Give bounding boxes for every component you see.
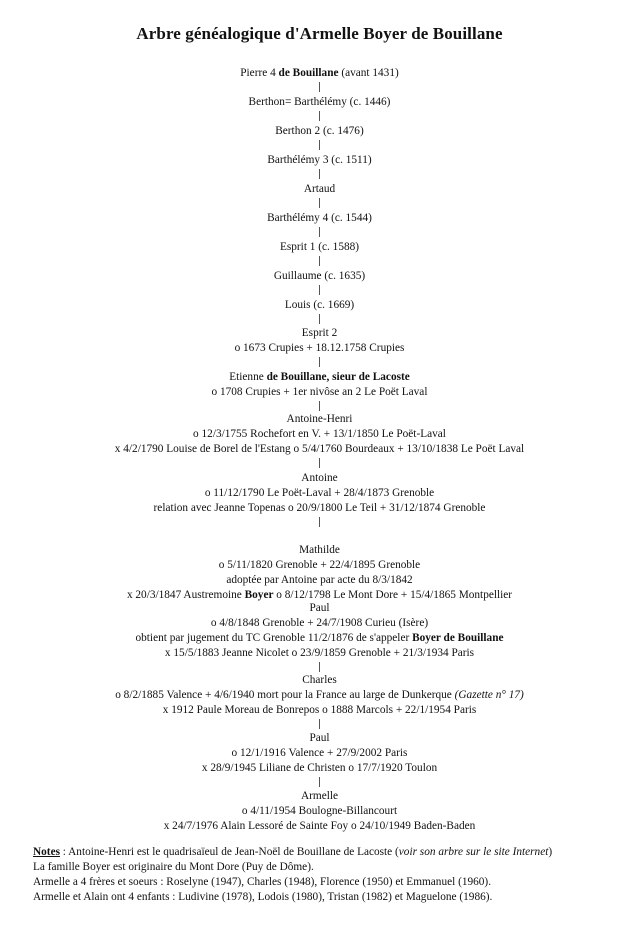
person-detail (0, 501, 639, 516)
person-name (0, 182, 639, 197)
text-run: Pierre 4 (240, 67, 279, 79)
person-detail (0, 688, 639, 703)
text-run: o 1708 Crupies + 1er nivôse an 2 Le Poët Laval (211, 386, 428, 398)
tree-connector (319, 458, 320, 468)
text-run: Antoine (301, 472, 338, 484)
person-name (0, 543, 639, 558)
generation-entry (0, 269, 639, 284)
notes-line (33, 860, 633, 875)
text-run: adoptée par Antoine par acte du 8/3/1842 (226, 574, 413, 586)
text-run: Artaud (303, 183, 336, 195)
tree-connector (319, 169, 320, 179)
text-run: o 11/12/1790 Le Poët-Laval + 28/4/1873 Grenoble (204, 487, 435, 499)
generation-entry (0, 326, 639, 356)
notes-section (33, 845, 633, 905)
person-detail (0, 558, 639, 573)
text-run: (avant 1431) (338, 67, 399, 79)
generation-entry (0, 95, 639, 110)
person-detail (0, 703, 639, 718)
person-detail (0, 341, 639, 356)
notes-label: Notes (33, 846, 60, 858)
text-run: x 28/9/1945 Liliane de Christen o 17/7/1920 Toulon (201, 762, 438, 774)
person-name (0, 153, 639, 168)
text-run: Paul (309, 602, 330, 614)
person-name (0, 298, 639, 313)
person-name (0, 66, 639, 81)
text-run: : Antoine-Henri est le quadrisaïeul de Jean-Noël de Bouillane de Lacoste ( (59, 846, 399, 858)
person-detail (0, 442, 639, 457)
person-name (0, 211, 639, 226)
text-run: x 1912 Paule Moreau de Bonrepos o 1888 Marcols + 22/1/1954 Paris (162, 704, 477, 716)
text-run: x 20/3/1847 Austremoine (126, 589, 245, 601)
text-run: o 8/2/1885 Valence + 4/6/1940 mort pour la France au large de Dunkerque (115, 689, 455, 701)
generation-entry (0, 673, 639, 718)
person-detail (0, 486, 639, 501)
text-run: Esprit 1 (c. 1588) (279, 241, 360, 253)
bold-text: de Bouillane (278, 67, 339, 79)
text-run: Louis (c. 1669) (284, 299, 355, 311)
tree-connector (319, 662, 320, 672)
person-detail (0, 385, 639, 400)
text-run: Berthon 2 (c. 1476) (275, 125, 364, 137)
text-run: o 1673 Crupies + 18.12.1758 Crupies (234, 342, 405, 354)
bold-text: de Bouillane, sieur de Lacoste (266, 371, 410, 383)
tree-connector (319, 401, 320, 411)
text-run: Mathilde (299, 544, 340, 556)
generation-entry (0, 789, 639, 834)
generation-entry (0, 412, 639, 457)
person-detail (0, 746, 639, 761)
tree-connector (319, 517, 320, 527)
person-name (0, 95, 639, 110)
tree-connector (319, 198, 320, 208)
person-detail (0, 573, 639, 588)
person-name (0, 370, 639, 385)
person-name (0, 240, 639, 255)
generation-entry (0, 471, 639, 516)
person-name (0, 789, 639, 804)
italic-text: (Gazette n° 17) (454, 689, 524, 701)
person-name (0, 326, 639, 341)
page-title: Arbre généalogique d'Armelle Boyer de Bouillane (136, 24, 503, 43)
notes-line (33, 890, 633, 905)
bold-text: Boyer de Bouillane (412, 632, 504, 644)
notes-line (33, 875, 633, 890)
person-name (0, 269, 639, 284)
generation-entry (0, 601, 639, 661)
person-detail (0, 761, 639, 776)
text-run: o 12/3/1755 Rochefort en V. + 13/1/1850 Le Poët-Laval (193, 428, 446, 440)
text-run: x 15/5/1883 Jeanne Nicolet o 23/9/1859 Grenoble + 21/3/1934 Paris (164, 647, 475, 659)
person-name (0, 412, 639, 427)
generation-entry (0, 124, 639, 139)
person-detail (0, 427, 639, 442)
text-run: Barthélémy 3 (c. 1511) (267, 154, 372, 166)
text-run: Charles (302, 674, 337, 686)
text-run: obtient par jugement du TC Grenoble 11/2/1876 de s'appeler (135, 632, 413, 644)
person-name (0, 673, 639, 688)
tree-connector (319, 140, 320, 150)
text-run: relation avec Jeanne Topenas o 20/9/1800 Le Teil + 31/12/1874 Grenoble (153, 502, 486, 514)
text-run: o 5/11/1820 Grenoble + 22/4/1895 Grenoble (218, 559, 421, 571)
text-run: o 12/1/1916 Valence + 27/9/2002 Paris (231, 747, 408, 759)
text-run: o 8/12/1798 Le Mont Dore + 15/4/1865 Montpellier (273, 589, 513, 601)
text-run: ) (548, 846, 553, 858)
tree-connector (319, 227, 320, 237)
tree-connector (319, 285, 320, 295)
text-run: Berthon= Barthélémy (c. 1446) (248, 96, 391, 108)
person-name (0, 124, 639, 139)
person-name (0, 731, 639, 746)
generation-entry (0, 731, 639, 776)
tree-connector (319, 777, 320, 787)
tree-connector (319, 111, 320, 121)
person-detail (0, 616, 639, 631)
person-name (0, 471, 639, 486)
text-run: Etienne (229, 371, 267, 383)
person-detail (0, 804, 639, 819)
text-run: Paul (309, 732, 330, 744)
generation-entry (0, 211, 639, 226)
person-detail (0, 819, 639, 834)
generation-entry (0, 66, 639, 81)
generation-entry (0, 182, 639, 197)
text-run: Armelle a 4 frères et soeurs : Roselyne (1947), Charles (1948), Florence (1950) et Emmanuel (1960). (33, 876, 492, 888)
text-run: o 4/11/1954 Boulogne-Billancourt (241, 805, 398, 817)
text-run: Armelle (300, 790, 338, 802)
tree-connector (319, 719, 320, 729)
notes-line (33, 845, 633, 860)
text-run: Esprit 2 (301, 327, 338, 339)
person-detail (0, 631, 639, 646)
tree-connector (319, 256, 320, 266)
generation-entry (0, 370, 639, 400)
generation-entry (0, 240, 639, 255)
text-run: Armelle et Alain ont 4 enfants : Ludivine (1978), Lodois (1980), Tristan (1982) et Maguelone (1986). (33, 891, 493, 903)
tree-connector (319, 82, 320, 92)
person-detail (0, 646, 639, 661)
person-name (0, 601, 639, 616)
text-run: Barthélémy 4 (c. 1544) (267, 212, 372, 224)
tree-connector (319, 314, 320, 324)
generation-entry (0, 298, 639, 313)
text-run: Guillaume (c. 1635) (273, 270, 366, 282)
bold-text: Boyer (244, 589, 274, 601)
text-run: Antoine-Henri (286, 413, 353, 425)
text-run: x 4/2/1790 Louise de Borel de l'Estang o 5/4/1760 Bourdeaux + 13/10/1838 Le Poët Laval (114, 443, 525, 455)
italic-text: voir son arbre sur le site Internet (398, 846, 549, 858)
generation-entry (0, 153, 639, 168)
text-run: x 24/7/1976 Alain Lessoré de Sainte Foy o 24/10/1949 Baden-Baden (163, 820, 476, 832)
text-run: o 4/8/1848 Grenoble + 24/7/1908 Curieu (Isère) (210, 617, 429, 629)
tree-connector (319, 357, 320, 367)
generation-entry (0, 543, 639, 603)
text-run: La famille Boyer est originaire du Mont Dore (Puy de Dôme). (33, 861, 314, 873)
